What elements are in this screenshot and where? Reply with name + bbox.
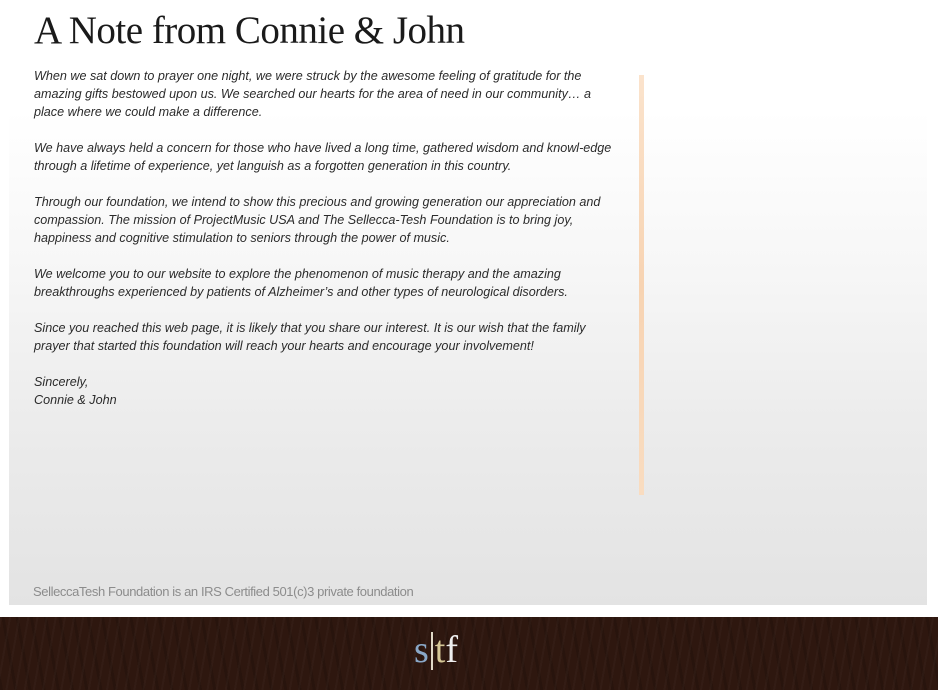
letter-paragraph: We have always held a concern for those who have lived a long time, gathered wisdom and knowl-edge through a lifetime of experience, yet languish as a forgotten generation in this country.	[34, 141, 612, 173]
foundation-status-note: SelleccaTesh Foundation is an IRS Certified 501(c)3 private foundation	[33, 584, 414, 599]
letter-signature: Connie & John	[34, 393, 117, 407]
logo-letter-t: t	[434, 629, 446, 671]
letter-paragraph: Since you reached this web page, it is likely that you share our interest. It is our wish that the family prayer that started this foundation will reach your hearts and encourage your involvement!	[34, 321, 586, 353]
letter-closing: Sincerely,	[34, 375, 89, 389]
page-title: A Note from Connie & John	[34, 9, 465, 52]
logo-letter-f: f	[445, 629, 459, 671]
letter-body	[34, 67, 619, 409]
letter-paragraph: We welcome you to our website to explore the phenomenon of music therapy and the amazing breakthroughs experienced by patients of Alzheimer’s and other types of neurological disorders.	[34, 267, 568, 299]
letter-paragraph: When we sat down to prayer one night, we were struck by the awesome feeling of gratitude for the amazing gifts bestowed upon us. We searched our hearts for the area of need in our community… a place where we could make a difference.	[34, 69, 591, 119]
logo-divider	[431, 632, 433, 670]
footer-bar	[0, 617, 938, 690]
letter-paragraph: Through our foundation, we intend to show this precious and growing generation our appreciation and compassion. The mission of ProjectMusic USA and The Sellecca-Tesh Foundation is to bring joy, happiness and cognitive stimulation to seniors through the power of music.	[34, 195, 601, 245]
stf-logo[interactable]	[414, 627, 458, 677]
accent-divider	[639, 75, 644, 495]
logo-letter-s: s	[414, 629, 429, 671]
